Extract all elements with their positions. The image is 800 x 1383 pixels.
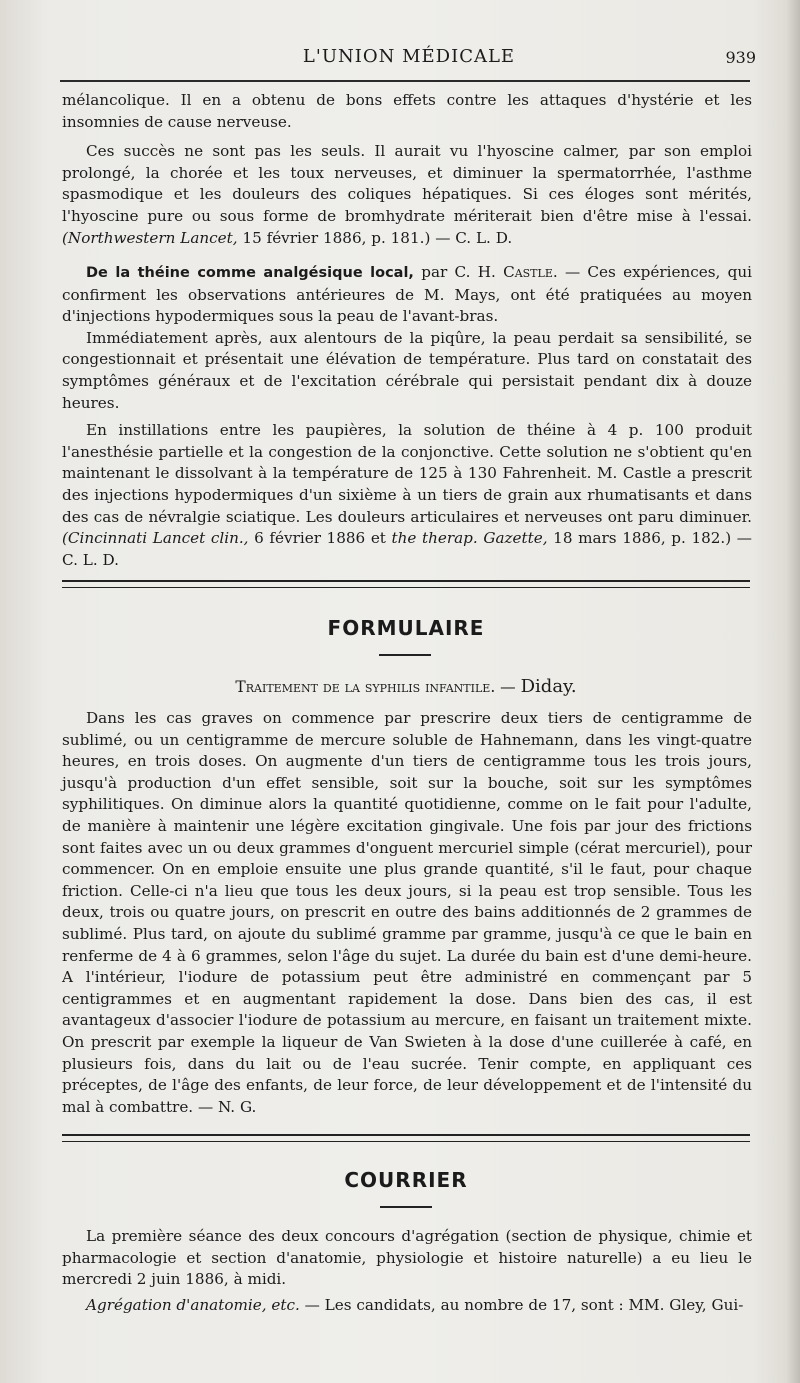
citation-date: 15 février 1886, p. 181.) — C. L. D. [242, 228, 513, 247]
paragraph: Immédiatement après, aux alentours de la piqûre, la peau perdait sa sensibilité, se congestionnait et présentait une élévation de température. Plus tard on constatait des symptômes généraux et de l'excitation cérébrale qui persistait pendant dix à douze heures. [62, 328, 752, 412]
title-underline [379, 654, 431, 656]
journal-citation: the therap. Gazette, [391, 529, 548, 548]
paragraph-text: En instillations entre les paupières, la solution de théine à 4 p. 100 produit l'anesthésie partielle et la congestion de la conjonctive. Cette solution ne s'obtient qu'en maintenant le dissolvant à la température de 125 à 130 Fahrenheit. M. Castle a prescrit des injections hypodermiques d'un sixième à un tiers de grain aux rhumatisants et dans des cas de névralgie sciatique. Les douleurs articulaires et nerveuses ont paru diminuer. [62, 421, 752, 526]
paragraph [62, 1295, 752, 1317]
subsection-label: Agrégation d'anatomie, etc. [86, 1295, 300, 1314]
courrier-body [62, 1226, 752, 1316]
running-head [62, 46, 756, 74]
paragraph: mélancolique. Il en a obtenu de bons effets contre les attaques d'hystérie et les insomnies de cause nerveuse. [62, 91, 752, 131]
article-title: De la théine comme analgésique local, [86, 265, 414, 281]
page-edge-shadow [786, 0, 800, 1383]
page-number: 939 [725, 48, 756, 67]
paragraph [62, 262, 752, 328]
section-title-courrier: COURRIER [344, 1168, 468, 1192]
section-divider [62, 1134, 750, 1142]
paragraph: Dans les cas graves on commence par prescrire deux tiers de centigramme de sublimé, ou un centigramme de mercure soluble de Hahnemann, dans les vingt-quatre heures, en trois doses. On augmente d'un tiers de centigramme tous les trois jours, jusqu'à production d'un effet sensible, soit sur la bouche, soit sur les symptômes syphilitiques. On diminue alors la quantité quotidienne, comme on le fait pour l'adulte, de manière à maintenir une légère excitation gingivale. Une fois par jour des frictions sont faites avec un ou deux grammes d'onguent mercuriel simple (cérat mercuriel), pour commencer. On en emploie ensuite une plus grande quantité, s'il le faut, pour chaque friction. Celle-ci n'a lieu que tous les deux jours, si la peau est trop sensible. Tous les deux, trois ou quatre jours, on prescrit en outre des bains additionnés de 2 grammes de sublimé. Plus tard, on ajoute du sublimé gramme par gramme, jusqu'à ce que le bain en renferme de 4 à 6 grammes, selon l'âge du sujet. La durée du bain est d'une demi-heure. A l'intérieur, l'iodure de potassium peut être administré en commençant par 5 centigrammes et en augmentant rapidement la dose. Dans bien des cas, il est avantageux d'associer l'iodure de potassium au mercure, en faisant un traitement mixte. On prescrit par exemple la liqueur de Van Swieten à la dose d'une cuillerée à café, en plusieurs fois, dans du lait ou de l'eau sucrée. Tenir compte, en appliquant ces préceptes, de l'âge des enfants, de leur force, de leur développement et de l'intensité du mal à combattre. — N. G. [62, 709, 752, 1116]
section-title-formulaire: FORMULAIRE [327, 616, 485, 640]
formula-body [62, 708, 752, 1118]
citation-date: 6 février 1886 et [254, 529, 386, 548]
formula-title: Traitement de la syphilis infantile. — [235, 678, 516, 696]
formula-author: Diday. [520, 676, 577, 697]
article-theine [62, 262, 752, 571]
citation-date: 18 mars 1886, p. 182.) — C. L. D. [62, 529, 752, 569]
paragraph: La première séance des deux concours d'agrégation (section de physique, chimie et pharmacologie et section d'anatomie, physiologie et histoire naturelle) a eu lieu le mercredi 2 juin 1886, à midi. [62, 1227, 752, 1289]
formula-subtitle [62, 676, 750, 697]
journal-citation: (Northwestern Lancet, [62, 228, 238, 247]
author-name: Castle. [503, 263, 558, 281]
header-rule [60, 80, 750, 82]
journal-citation: (Cincinnati Lancet clin., [62, 529, 249, 548]
paragraph [62, 141, 752, 249]
paragraph-text: — Les candidats, au nombre de 17, sont : MM. Gley, Gui- [304, 1295, 744, 1314]
title-underline [380, 1206, 432, 1208]
section-divider [62, 580, 750, 588]
paragraph-text: Ces succès ne sont pas les seuls. Il aurait vu l'hyoscine calmer, par son emploi prolongé, la chorée et les toux nerveuses, et diminuer la spermatorrhée, l'asthme spasmodique et les douleurs des coliques hépatiques. Si ces éloges sont mérités, l'hyoscine pure ou sous forme de bromhydrate mériterait bien d'être mise à l'essai. [62, 142, 752, 225]
running-title: L'UNION MÉDICALE [302, 46, 516, 67]
article-hyoscine [62, 90, 752, 249]
byline: par C. H. [421, 263, 496, 281]
paragraph [62, 420, 752, 571]
paragraph-text: — Ces expériences, qui confirment les observations antérieures de M. Mays, ont été pratiquées au moyen d'injections hypodermiques sous la peau de l'avant-bras. [62, 263, 753, 326]
